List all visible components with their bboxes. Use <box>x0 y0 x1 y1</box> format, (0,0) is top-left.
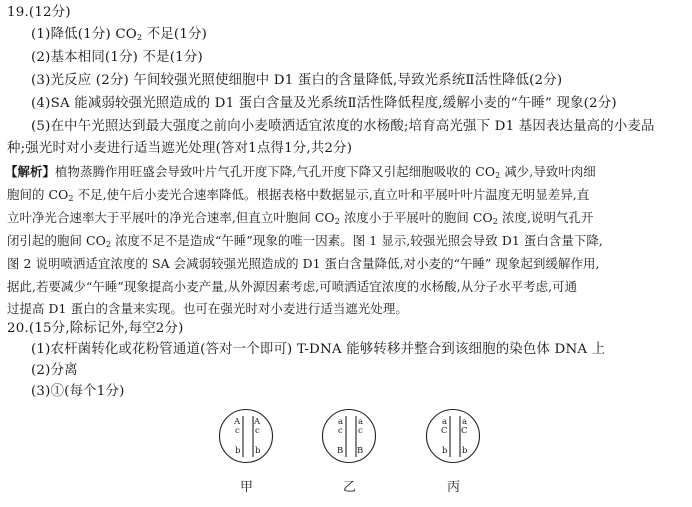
analysis-line-3: 立叶净光合速率大于平展叶的净光合速率,但直立叶胞间 $CO_2$ 浓度小于平展叶的胞间 $CO_2$ 浓度,说明气孔开 <box>7 210 594 226</box>
gene-label: a <box>442 417 448 427</box>
gene-label: B <box>337 446 344 456</box>
gene-label: a <box>462 417 468 427</box>
q19-answer-1: (1)降低(1分) $CO_2$ 不足(1分) <box>31 27 208 42</box>
cell-diagram-yi <box>321 408 377 464</box>
q19-title: 19.(12分) <box>7 5 71 20</box>
q19-answer-3: (3)光反应 (2分) 午间较强光照使细胞中 D1 蛋白的含量降低,导致光系统Ⅱ活性降低(2分) <box>31 73 563 88</box>
gene-label: b <box>235 446 241 456</box>
analysis-line-1: 【解析】植物蒸腾作用旺盛会导致叶片气孔开度下降,气孔开度下降又引起细胞吸收的 $CO_2$ 减少,导致叶肉细 <box>5 164 596 180</box>
gene-label: A <box>254 417 261 427</box>
gene-label: b <box>442 446 448 456</box>
analysis-line-6: 据此,若要减少“午睡”现象提高小麦产量,从外源因素考虑,可喷洒适宜浓度的水杨酸,从分子水平考虑,可通 <box>7 279 578 294</box>
figure-caption-yi: 乙 <box>343 480 357 495</box>
gene-label: c <box>358 426 363 436</box>
figure-caption-bing: 丙 <box>447 480 461 495</box>
gene-label: c <box>338 426 343 436</box>
gene-label: b <box>255 446 261 456</box>
q20-title: 20.(15分,除标记外,每空2分) <box>7 321 184 336</box>
figure-caption-jia: 甲 <box>240 480 254 495</box>
analysis-line-2: 胞间的 $CO_2$ 不足,使午后小麦光合速率降低。根据表格中数据显示,直立叶和平展叶叶片温度无明显差异,直 <box>7 187 590 203</box>
gene-label: c <box>235 426 240 436</box>
analysis-tag: 【解析】 <box>5 164 55 179</box>
gene-label: b <box>462 446 468 456</box>
gene-label: A <box>234 417 241 427</box>
gene-label: B <box>357 446 364 456</box>
gene-label: C <box>441 426 448 436</box>
q19-answer-5-line1: (5)在中午光照达到最大强度之前向小麦喷洒适宜浓度的水杨酸;培育高光强下 D1 基因表达量高的小麦品 <box>31 119 655 134</box>
q20-answer-1: (1)农杆菌转化或花粉管通道(答对一个即可) T-DNA 能够转移并整合到该细胞的染色体 DNA 上 <box>31 342 606 357</box>
cell-diagram-bing <box>425 408 481 464</box>
cell-outline <box>321 408 377 464</box>
analysis-line-7: 过提高 D1 蛋白的含量来实现。也可在强光时对小麦进行适当遮光处理。 <box>7 301 408 316</box>
gene-label: a <box>338 417 344 427</box>
gene-label: C <box>461 426 468 436</box>
cell-outline <box>425 408 481 464</box>
q20-answer-3: (3)①(每个1分) <box>31 384 125 399</box>
gene-label: c <box>255 426 260 436</box>
cell-diagram-jia <box>218 408 274 464</box>
gene-label: a <box>358 417 364 427</box>
q20-answer-2: (2)分离 <box>31 363 78 378</box>
q19-answer-2: (2)基本相同(1分) 不是(1分) <box>31 50 203 65</box>
analysis-line-5: 图 2 说明喷洒适宜浓度的 SA 会减弱较强光照造成的 D1 蛋白含量降低,对小麦的“午睡” 现象起到缓解作用, <box>7 256 600 271</box>
cell-outline <box>218 408 274 464</box>
q19-answer-4: (4)SA 能减弱较强光照造成的 D1 蛋白含量及光系统Ⅱ活性降低程度,缓解小麦的“午睡” 现象(2分) <box>31 96 617 111</box>
analysis-line-4: 闭引起的胞间 $CO_2$ 浓度不足不是造成“午睡”现象的唯一因素。图 1 显示,较强光照会导致 D1 蛋白含量下降, <box>7 233 603 249</box>
q19-answer-5-line2: 种;强光时对小麦进行适当遮光处理(答对1点得1分,共2分) <box>7 141 353 156</box>
